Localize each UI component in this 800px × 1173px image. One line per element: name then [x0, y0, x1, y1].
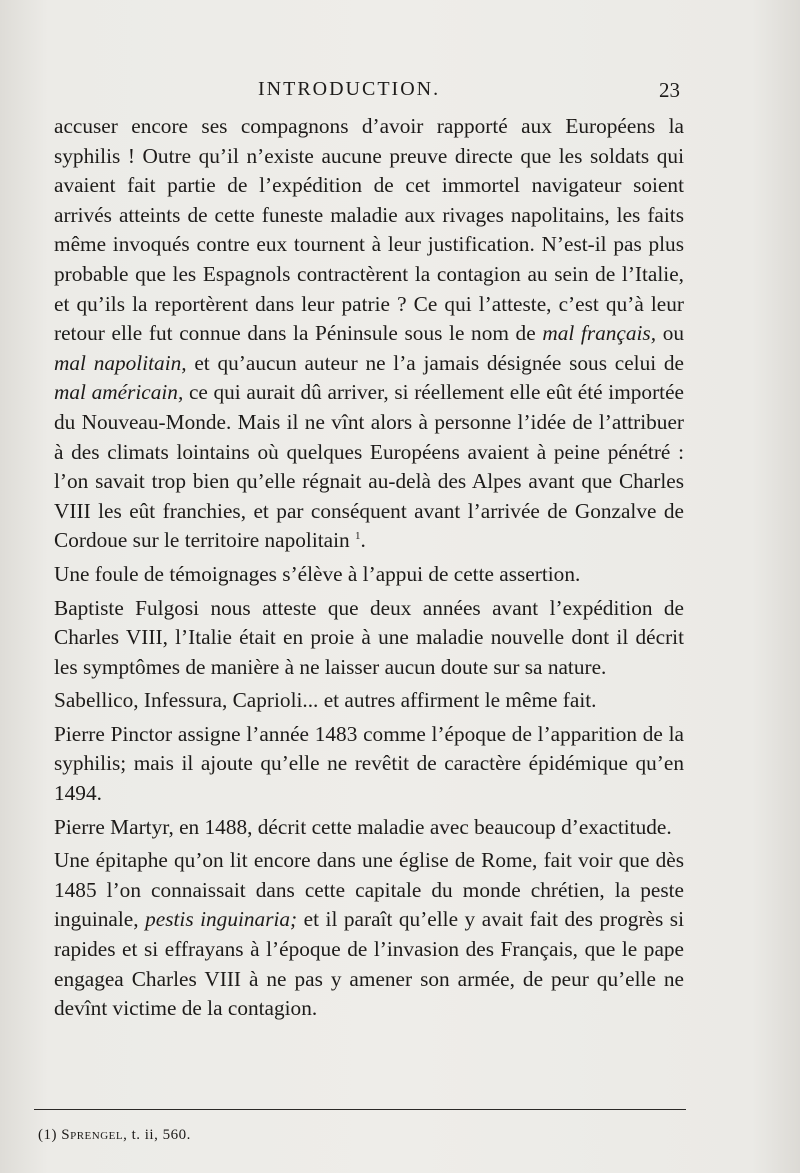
footnote-divider	[34, 1109, 686, 1110]
page-number: 23	[659, 78, 680, 102]
page-header	[54, 78, 680, 106]
italic-term: mal américain,	[54, 380, 184, 405]
footnote	[38, 1127, 191, 1144]
running-title: INTRODUCTION.	[258, 78, 441, 100]
italic-term: mal français,	[542, 321, 657, 346]
paragraph-5: Pierre Pinctor assigne l’année 1483 comme l’époque de l’apparition de la syphilis; mais il ajoute qu’elle ne revêtit de caractère épidémique qu’en 1494.	[54, 721, 684, 806]
footnote-reference-text: , t. ii, 560.	[123, 1127, 191, 1143]
italic-term: pestis inguinaria;	[145, 907, 298, 932]
paragraph-7: Une épitaphe qu’on lit encore dans une église de Rome, fait voir que dès 1485 l’on connaissait dans cette capitale du monde chrétien, la peste inguinale, pestis inguinaria; et il paraît qu’elle y avait fait des progrès si rapides et si effrayans à l’époque de l’invasion des Français, que le pape engagea Charles VIII à ne pas y amener son armée, de peur qu’elle ne devînt victime de la contagion.	[54, 848, 685, 1021]
footnote-marker: (1)	[38, 1127, 57, 1143]
paragraph-3: Baptiste Fulgosi nous atteste que deux années avant l’expédition de Charles VIII, l’Italie était en proie à une maladie nouvelle dont il décrit les symptômes de manière à ne laisser aucun doute sur sa nature.	[54, 595, 684, 679]
italic-term: mal napolitain,	[54, 350, 187, 375]
paragraph-1: accuser encore ses compagnons d’avoir rapporté aux Européens la syphilis ! Outre qu’il n’existe aucune preuve directe que les soldats qui avaient fait partie de l’expédition de cet immortel navigateur soient arrivés atteints de cette funeste maladie aux rivages napolitains, les faits même invoqués contre eux tournent à leur justification. N’est-il pas plus probable que les Espagnols contractèrent la contagion au sein de l’Italie, et qu’ils la reportèrent dans leur patrie ? Ce qui l’atteste, c’est qu’à leur retour elle fut connue dans la Péninsule sous le nom de mal français, ou mal napolitain, et qu’aucun auteur ne l’a jamais désignée sous celui de mal américain, ce qui aurait dû arriver, si réellement elle eût été importée du Nouveau-Monde. Mais il ne vînt alors à personne l’idée de l’attribuer à des climats lointains où quelques Européens avaient à peine pénétré : l’on savait trop bien qu’elle régnait au-delà des Alpes avant que Charles VIII les eût franchies, et par conséquent avant l’arrivée de Gonzalve de Cordoue sur le territoire napolitain $^1$.	[54, 114, 684, 553]
footnote-author: Sprengel	[61, 1127, 124, 1143]
body-text	[54, 112, 684, 1024]
paragraph-2: Une foule de témoignages s’élève à l’appui de cette assertion.	[54, 561, 581, 586]
paragraph-6: Pierre Martyr, en 1488, décrit cette maladie avec beaucoup d’exactitude.	[54, 814, 672, 839]
paragraph-4: Sabellico, Infessura, Caprioli... et autres affirment le même fait.	[54, 688, 597, 713]
footnote-reference[interactable]: 1	[355, 530, 361, 543]
